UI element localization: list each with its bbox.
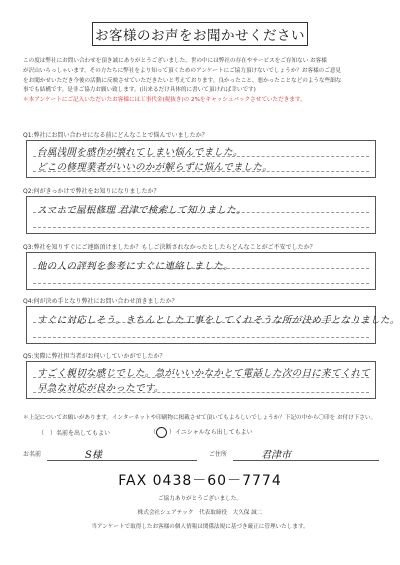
question-2-label: Q2:何がきっかけで弊社をお知りになりましたか？: [23, 188, 160, 195]
answer-box-4[interactable]: [26, 306, 400, 344]
intro-line: が沢山いらっしゃいます。その方たちに弊社をより知って頂くためのアンケートにご協力頂けないでしょうか？お客様のご意見: [23, 67, 342, 74]
consent-option-initials-label: イニシャルなら出してもよい: [175, 429, 253, 436]
thanks-text: ご協力ありがとうございました。: [158, 496, 242, 502]
address-label: ご住所: [209, 451, 228, 458]
address-value[interactable]: 君津市: [261, 450, 291, 461]
answer-3-line-1: 他の人の評判を参考にすぐに連絡しました。: [37, 261, 234, 272]
name-label: お名前: [23, 451, 42, 458]
consent-options: [38, 427, 253, 438]
answer-2-line-1: スマホで屋根修理 君津で検索して知りました。: [37, 205, 246, 216]
question-5-label: Q5:実際に弊社担当者がお伺いしていかがでしたか？: [23, 353, 166, 360]
consent-option-name[interactable]: （ ）名前を出してもよい: [38, 430, 111, 437]
answer-1-line-2: どこの修理業者がいいのかが解らずに悩んでました。: [37, 162, 273, 173]
consent-request: ＊上記についてお願いがあります。インターネットや印刷物に掲載させて頂いてもよろしいでしょうか？下記の中から〇印を お付け下さい。: [23, 415, 377, 421]
answer-1-line-1: 台風浅間を感作が壊れてしまい悩んでました。: [37, 147, 243, 158]
intro-line: この度は弊社にお問い合わせを頂き誠にありがとうございました。世の中には弊社の存在やサービスをご存知ない お客様: [23, 58, 327, 64]
question-1-label: Q1:弊社にお問い合わせになる前にどんなことで悩んでいましたか？: [23, 132, 208, 139]
answer-box-1[interactable]: [26, 140, 376, 178]
consent-option-initials[interactable]: （ ）イニシャルなら出してもよい: [150, 429, 253, 436]
name-value[interactable]: S様: [85, 450, 102, 461]
cashback-note: ＊本アンケートにご記入いただいたお客様には工事代金(税抜き)の 2%をキャッシュバックさせていただきます。: [23, 97, 306, 104]
answer-box-3[interactable]: [26, 252, 376, 290]
selected-circle-icon: [156, 427, 167, 438]
question-3-label: Q3:弊社を知りすぐにご連絡頂けましたか？もしご決断されなかったとしたらどんなことがご不安でしたか？: [23, 244, 316, 251]
fax-number: FAX 0438－60－7774: [118, 473, 282, 489]
intro-line: 事でも結構です。是非ご協力お願い致します。(出来るだけ具体的に書いて頂ければ幸いです): [23, 87, 256, 94]
answer-5-line-1: すごく親切な感じでした。急がいいかなかとて電話した次の日に来てくれて: [37, 368, 371, 379]
survey-title: お客様のお声をお聞かせください: [92, 22, 308, 46]
answer-5-line-2: 早急な対応が良かったです。: [37, 383, 164, 394]
answer-box-2[interactable]: [26, 196, 376, 234]
question-4-label: Q4:何が決め手となり弊社にお問い合わせ頂きましたか？: [23, 298, 178, 305]
answer-box-5[interactable]: [26, 361, 376, 399]
company-info: 株式会社シェアテック 代表取締役 大久保 誠二: [137, 510, 263, 516]
intro-line: をお聞かせいただき今後の活動に反映させていただきたいと考えております。良かったこと、悪かったことなどのような些細な: [23, 77, 342, 84]
answer-4-line-1: すぐに対応しそう。きちんとした工事をしてくれそうな所が決め手となりました。: [37, 315, 400, 326]
intro-text: [23, 57, 379, 106]
name-address-row: [23, 446, 379, 462]
privacy-note: 当アンケートで取得したお客様の個人情報は関係法規に基づき厳正に管理いたします。: [91, 524, 309, 530]
